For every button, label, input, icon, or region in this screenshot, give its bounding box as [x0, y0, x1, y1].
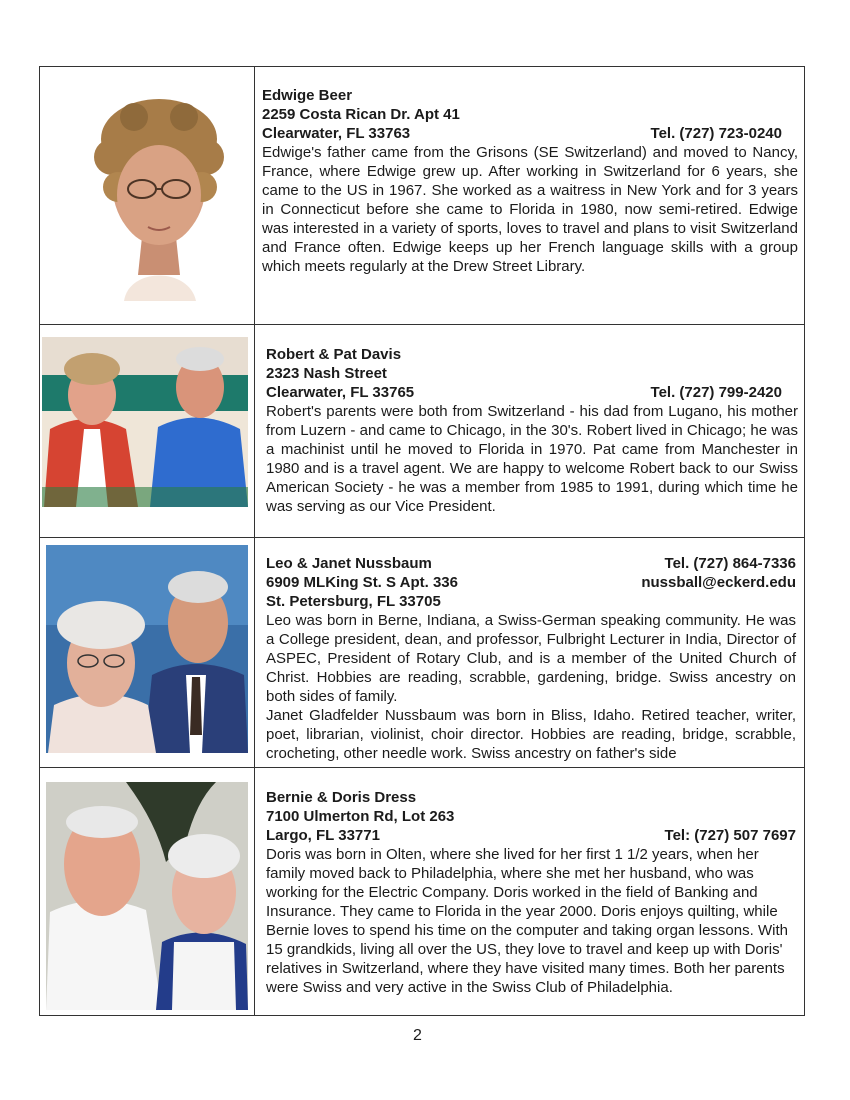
- member-city: Clearwater, FL 33765: [266, 384, 415, 401]
- member-city: Clearwater, FL 33763: [262, 125, 411, 142]
- photo-cell: [40, 768, 255, 1015]
- member-city-line: [262, 124, 798, 143]
- member-city: Largo, FL 33771: [266, 827, 380, 844]
- member-phone: Tel. (727) 723-0240: [650, 125, 782, 142]
- member-address: 2259 Costa Rican Dr. Apt 41: [262, 106, 460, 123]
- member-photo-edwige-beer: [84, 87, 234, 301]
- member-entry-nussbaum: [40, 537, 804, 767]
- member-photo-bernie-doris-dress: [46, 782, 248, 1010]
- member-name-line: [266, 554, 796, 573]
- member-text: [266, 788, 796, 997]
- member-bio-leo: Leo was born in Berne, Indiana, a Swiss-German speaking community. He was a College president, dean, and professor, Fulbright Lecturer in India, Director of ASPEC, President of Rotary Club, and is a member of the United Church of Christ. Hobbies are reading, scrabble, gardening, bridge. Swiss ancestry on both sides of family.: [266, 612, 796, 705]
- member-bio: [266, 611, 796, 763]
- member-phone: Tel: (727) 507 7697: [664, 827, 796, 844]
- member-bio: Edwige's father came from the Grisons (SE Switzerland) and moved to Nancy, France, where Edwige grew up. After working in Switzerland for 6 years, she came to the US in 1967. She worked as a waitress in New York and for 3 years in Connecticut before she came to Florida in 1980, now semi-retired. Edwige was interested in a variety of sports, loves to travel and plans to visit Switzerland and France often. Edwige keeps up her French language skills with a group which meets regularly at the Drew Street Library.: [262, 144, 798, 275]
- page-number: 2: [413, 1027, 422, 1044]
- member-city-line: [266, 826, 796, 845]
- member-phone: Tel. (727) 799-2420: [650, 384, 782, 401]
- member-address: 2323 Nash Street: [266, 365, 387, 382]
- photo-cell: [40, 325, 255, 537]
- member-directory-table: [39, 66, 805, 1016]
- member-address: 6909 MLKing St. S Apt. 336: [266, 574, 458, 591]
- member-address-line: [266, 573, 796, 592]
- member-name: Bernie & Doris Dress: [266, 789, 417, 806]
- member-text: [266, 554, 796, 763]
- member-city-line: [266, 383, 798, 402]
- member-name: Leo & Janet Nussbaum: [266, 555, 432, 572]
- member-photo-robert-pat-davis: [42, 337, 248, 507]
- photo-cell: [40, 538, 255, 767]
- member-entry-davis: [40, 324, 804, 537]
- member-name: Edwige Beer: [262, 87, 353, 104]
- member-bio-janet: Janet Gladfelder Nussbaum was born in Bliss, Idaho. Retired teacher, writer, poet, librarian, violinist, choir director. Hobbies are reading, bridge, scrabble, crocheting, other needle work. Swiss ancestry on father's side: [266, 707, 796, 762]
- member-address: 7100 Ulmerton Rd, Lot 263: [266, 808, 455, 825]
- member-text: [266, 345, 798, 516]
- member-city: St. Petersburg, FL 33705: [266, 593, 441, 610]
- member-phone: Tel. (727) 864-7336: [664, 555, 796, 572]
- member-email: nussball@eckerd.edu: [641, 574, 796, 591]
- member-text: [262, 86, 798, 276]
- member-name: Robert & Pat Davis: [266, 346, 402, 363]
- member-photo-leo-janet-nussbaum: [46, 545, 248, 753]
- member-entry-dress: [40, 767, 804, 1015]
- member-bio: Doris was born in Olten, where she lived for her first 1 1/2 years, when her family moved back to Philadelphia, where she met her husband, who was working for the Electric Company. Doris worked in the field of Banking and Insurance. They came to Florida in the year 2000. Doris enjoys quilting, while Bernie loves to spend his time on the computer and taking organ lessons. With 15 grandkids, living all over the US, they love to travel and keep up with Doris' relatives in Switzerland, where they have visited many times. Both her parents were Swiss and very active in the Swiss Club of Philadelphia.: [266, 846, 788, 996]
- photo-cell: [40, 67, 255, 324]
- member-bio: Robert's parents were both from Switzerland - his dad from Lugano, his mother from Luzern - and came to Chicago, in the 30's. Robert lived in Chicago; he was a machinist until he moved to Florida in 1970. Pat came from Manchester in 1980 and is a travel agent. We are happy to welcome Robert back to our Swiss American Society - he was a member from 1985 to 1991, during which time he was serving as our Vice President.: [266, 403, 798, 515]
- member-entry-beer: [40, 67, 804, 324]
